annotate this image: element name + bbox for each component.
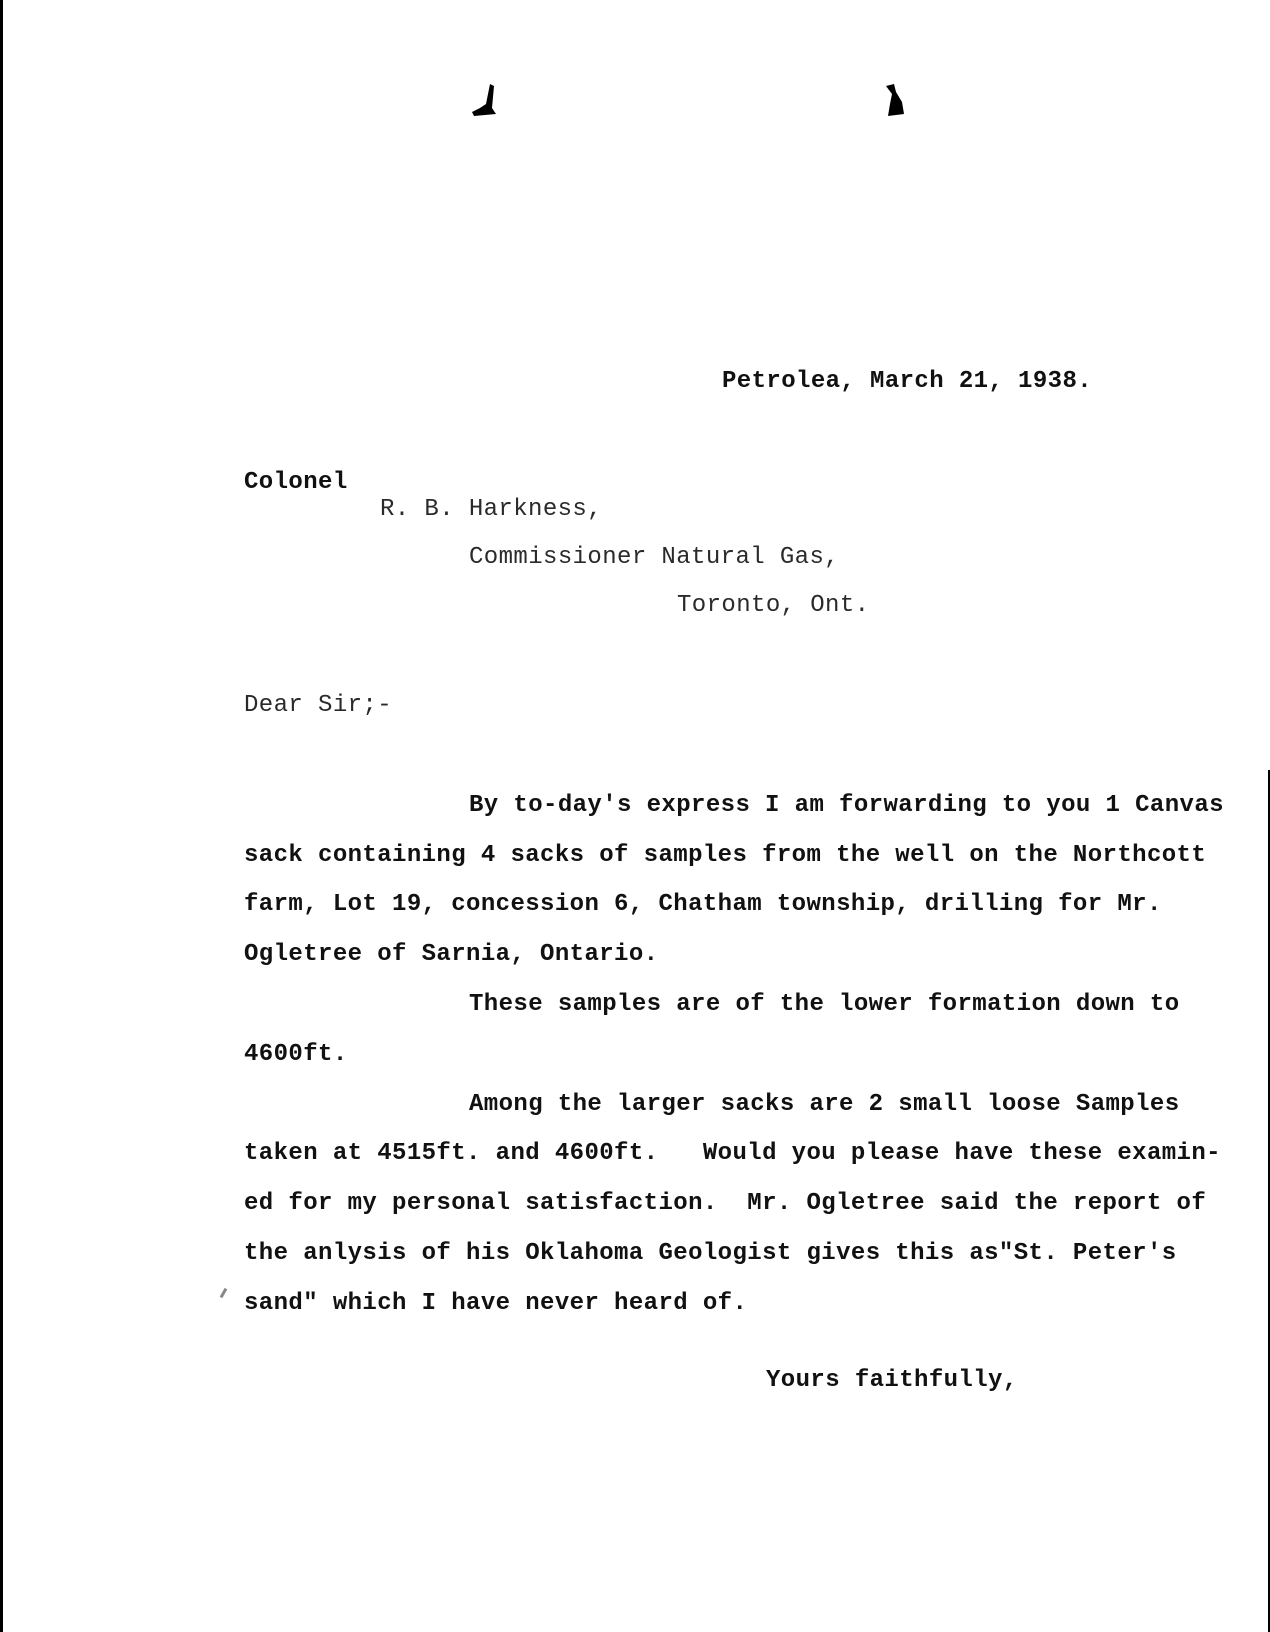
- recipient-location: Toronto, Ont.: [677, 592, 870, 619]
- body-line: 4600ft.: [244, 1041, 348, 1068]
- dateline: Petrolea, March 21, 1938.: [722, 368, 1093, 395]
- scan-speck: [220, 1288, 228, 1298]
- body-line: sand" which I have never heard of.: [244, 1290, 748, 1317]
- body-line: Ogletree of Sarnia, Ontario.: [244, 941, 659, 968]
- salutation: Dear Sir;-: [244, 692, 393, 719]
- body-line: ed for my personal satisfaction. Mr. Ogletree said the report of: [244, 1190, 1207, 1217]
- recipient-name: R. B. Harkness,: [380, 496, 603, 523]
- body-line: Among the larger sacks are 2 small loose Samples: [469, 1091, 1180, 1118]
- body-line: By to-day's express I am forwarding to you 1 Canvas: [469, 792, 1224, 819]
- recipient-position: Commissioner Natural Gas,: [469, 544, 840, 571]
- body-line: taken at 4515ft. and 4600ft. Would you please have these examin-: [244, 1140, 1221, 1167]
- body-line: sack containing 4 sacks of samples from the well on the Northcott: [244, 842, 1207, 869]
- body-line: These samples are of the lower formation down to: [469, 991, 1180, 1018]
- body-line: the anlysis of his Oklahoma Geologist gives this as"St. Peter's: [244, 1240, 1177, 1267]
- body-line: farm, Lot 19, concession 6, Chatham township, drilling for Mr.: [244, 891, 1162, 918]
- recipient-title: Colonel: [244, 469, 348, 496]
- scan-edge-left: [0, 0, 3, 1632]
- punch-hole-mark-left: [470, 82, 500, 118]
- closing: Yours faithfully,: [766, 1367, 1018, 1394]
- punch-hole-mark-right: [880, 82, 910, 118]
